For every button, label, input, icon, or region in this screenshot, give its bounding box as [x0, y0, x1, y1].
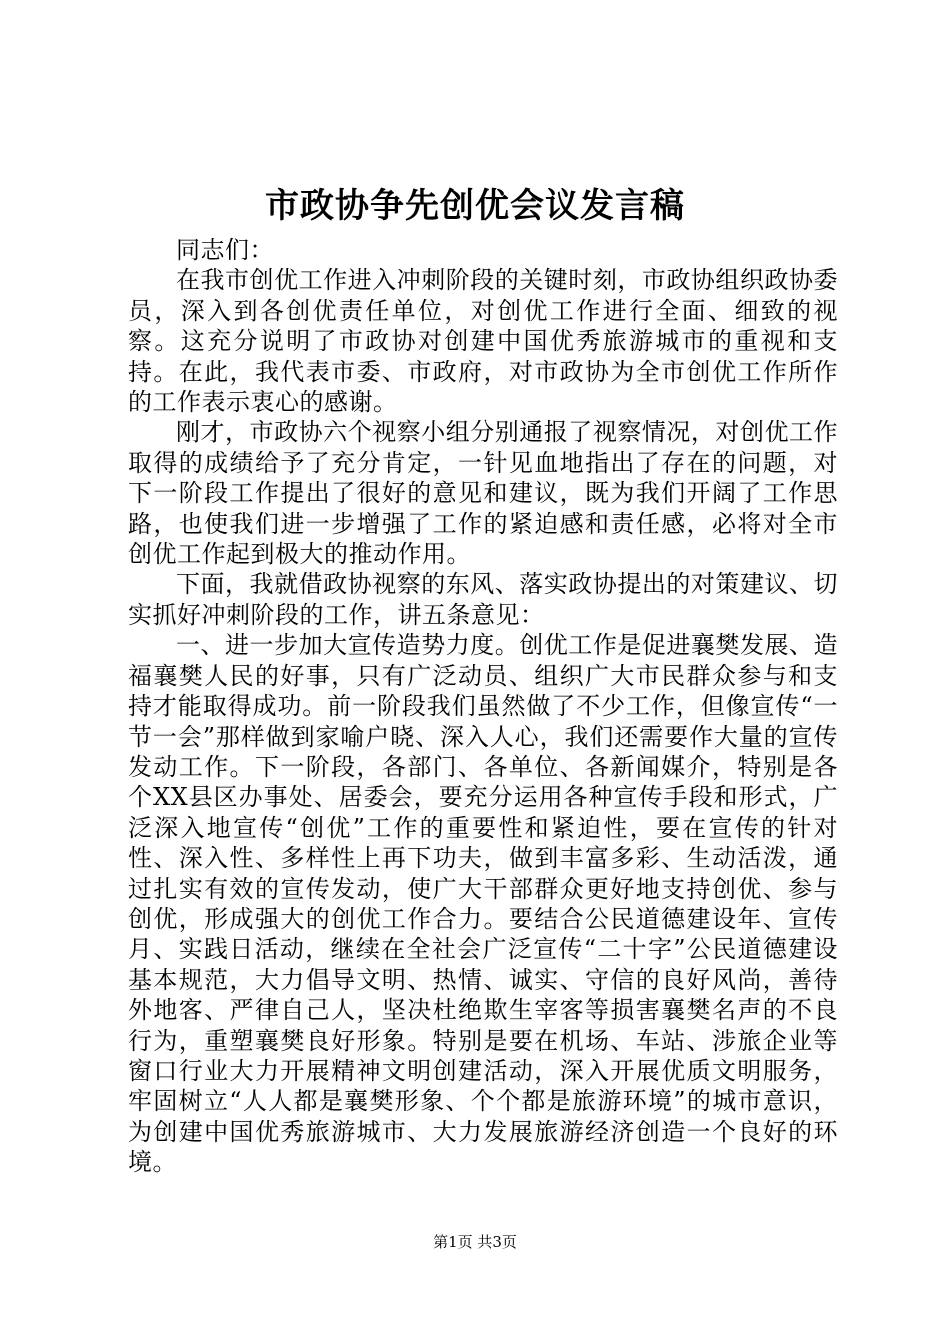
salutation-paragraph: 同志们：	[176, 236, 274, 264]
body-paragraph: 一、进一步加大宣传造势力度。创优工作是促进襄樊发展、造福襄樊人民的好事，只有广泛动员、组织广大市民群众参与和支持才能取得成功。前一阶段我们虽然做了不少工作，但像宣传“一节一会”那样做到家喻户晓、深入人心，我们还需要作大量的宣传发动工作。下一阶段，各部门、各单位、各新闻媒介，特别是各个XX县区办事处、居委会，要充分运用各种宣传手段和形式，广泛深入地宣传“创优”工作的重要性和紧迫性，要在宣传的针对性、深入性、多样性上再下功夫，做到丰富多彩、生动活泼，通过扎实有效的宣传发动，使广大干部群众更好地支持创优、参与创优，形成强大的创优工作合力。要结合公民道德建设年、宣传月、实践日活动，继续在全社会广泛宣传“二十字”公民道德建设基本规范，大力倡导文明、热情、诚实、守信的良好风尚，善待外地客、严律自己人，坚决杜绝欺生宰客等损害襄樊名声的不良行为，重塑襄樊良好形象。特别是要在机场、车站、涉旅企业等窗口行业大力开展精神文明创建活动，深入开展优质文明服务，牢固树立“人人都是襄樊形象、个个都是旅游环境”的城市意识，为创建中国优秀旅游城市、大力发展旅游经济创造一个良好的环境。	[128, 631, 838, 1177]
body-paragraph: 下面，我就借政协视察的东风、落实政协提出的对策建议、切实抓好冲刺阶段的工作，讲五条意见：	[128, 570, 838, 629]
page-footer: 第1页 共3页	[433, 1233, 517, 1251]
body-paragraph: 刚才，市政协六个视察小组分别通报了视察情况，对创优工作取得的成绩给予了充分肯定，一针见血地指出了存在的问题，对下一阶段工作提出了很好的意见和建议，既为我们开阔了工作思路，也使我们进一步增强了工作的紧迫感和责任感，必将对全市创优工作起到极大的推动作用。	[128, 418, 838, 569]
body-paragraph: 在我市创优工作进入冲刺阶段的关键时刻，市政协组织政协委员，深入到各创优责任单位，对创优工作进行全面、细致的视察。这充分说明了市政协对创建中国优秀旅游城市的重视和支持。在此，我代表市委、市政府，对市政协为全市创优工作所作的工作表示衷心的感谢。	[128, 266, 838, 417]
document-body	[128, 235, 838, 1178]
document-title: 市政协争先创优会议发言稿	[265, 186, 685, 226]
